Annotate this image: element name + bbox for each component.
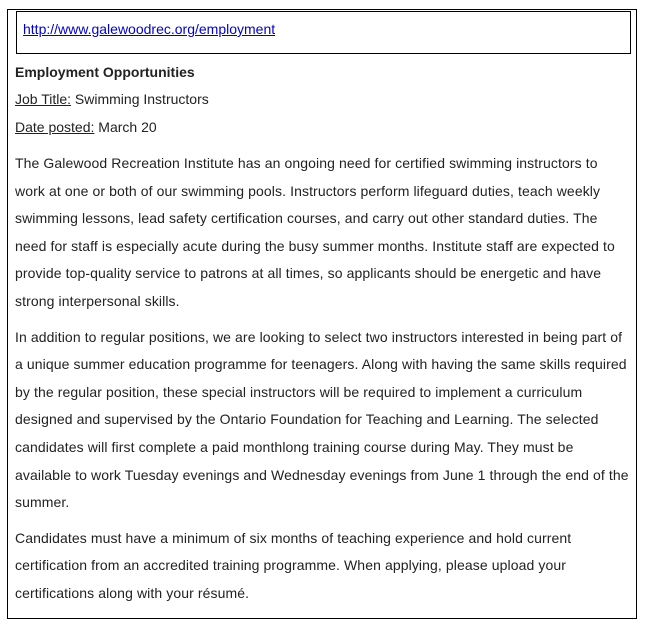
job-title-value: Swimming Instructors xyxy=(74,91,209,107)
paragraph-overview: The Galewood Recreation Institute has an ongoing need for certified swimming instructors to work at one or both of our swimming pools. Instructors perform lifeguard duties, teach weekly swimming lessons, lead safety certification courses, and carry out other standard duties. The need for staff is especially acute during the busy summer months. Institute staff are expected to provide top-quality service to patrons at all times, so applicants should be energetic and have strong interpersonal skills. xyxy=(15,155,615,309)
page-title: Employment Opportunities xyxy=(15,64,195,80)
job-title-label: Job Title: xyxy=(15,91,72,107)
document-content xyxy=(15,62,631,608)
paragraph-requirements: Candidates must have a minimum of six months of teaching experience and hold current certification from an accredited training programme. When applying, please upload your certifications along with your résumé. xyxy=(15,529,572,601)
date-posted-value: March 20 xyxy=(98,119,157,135)
date-posted-label: Date posted: xyxy=(15,119,95,135)
employment-url-link[interactable]: http://www.galewoodrec.org/employment xyxy=(23,21,276,37)
date-posted-line xyxy=(15,117,631,137)
url-box xyxy=(16,11,631,54)
paragraph-summer-programme: In addition to regular positions, we are looking to select two instructors interested in being part of a unique summer education programme for teenagers. Along with having the same skills required by the regular position, these special instructors will be required to implement a curriculum designed and supervised by the Ontario Foundation for Teaching and Learning. The selected candidates will first complete a paid monthlong training course during May. They must be available to work Tuesday evenings and Wednesday evenings from June 1 through the end of the summer. xyxy=(15,328,629,511)
job-title-line xyxy=(15,89,631,109)
